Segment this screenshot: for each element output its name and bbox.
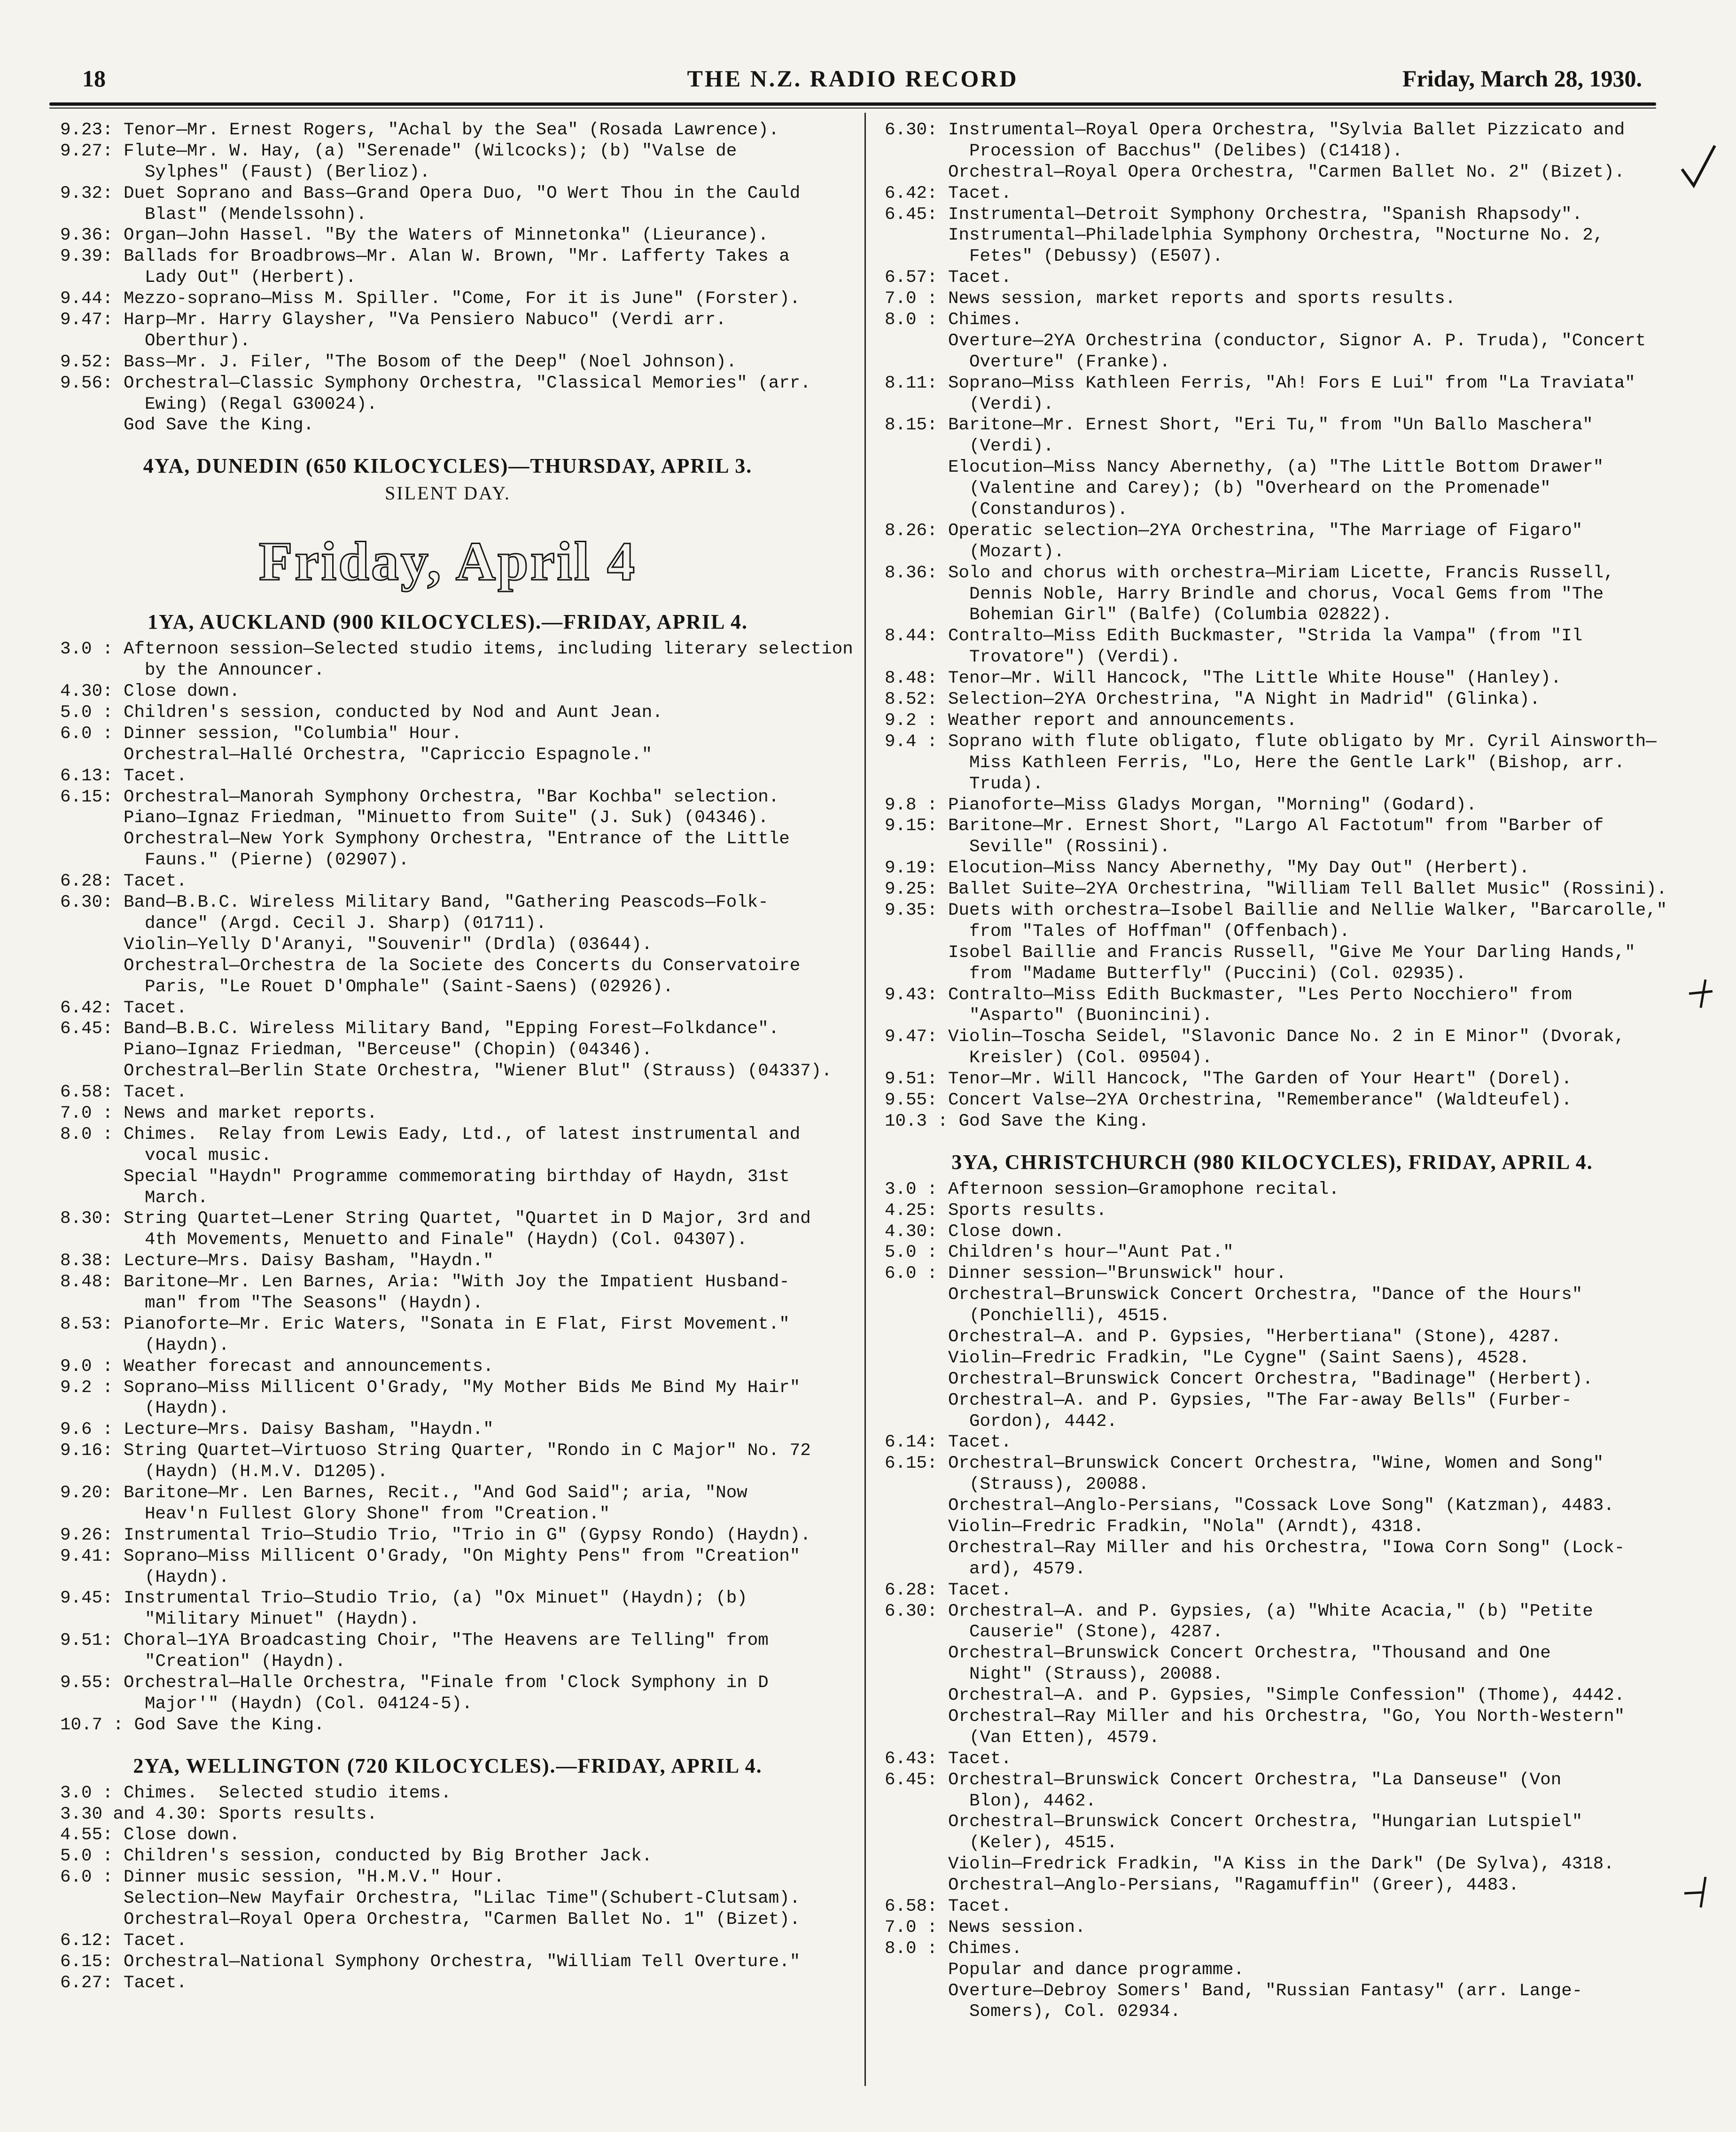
programme-line: 6.30: Orchestral—A. and P. Gypsies, (a) "White Acacia," (b) "Petite bbox=[885, 1601, 1593, 1621]
programme-line: 8.52: Selection—2YA Orchestrina, "A Night in Madrid" (Glinka). bbox=[885, 690, 1541, 710]
programme-line: 8.36: Solo and chorus with orchestra—Miriam Licette, Francis Russell, bbox=[885, 563, 1614, 583]
programme-line: Gordon), 4442. bbox=[885, 1411, 1118, 1432]
programme-line: Orchestral—A. and P. Gypsies, "Simple Confession" (Thome), 4442. bbox=[885, 1686, 1625, 1706]
programme-line: 9.23: Tenor—Mr. Ernest Rogers, "Achal by the Sea" (Rosada Lawrence). bbox=[60, 120, 779, 140]
programme-line: 9.51: Tenor—Mr. Will Hancock, "The Garden of Your Heart" (Dorel). bbox=[885, 1069, 1572, 1089]
programme-line: 6.28: Tacet. bbox=[60, 871, 187, 892]
programme-line: Major'" (Haydn) (Col. 04124-5). bbox=[60, 1694, 473, 1714]
programme-line: (Constanduros). bbox=[885, 500, 1128, 520]
programme-line: 6.42: Tacet. bbox=[60, 998, 187, 1018]
silent-day-note: SILENT DAY. bbox=[385, 482, 511, 504]
programme-line: 4th Movements, Menuetto and Finale" (Haydn) (Col. 04307). bbox=[60, 1230, 747, 1250]
page-number: 18 bbox=[82, 65, 106, 92]
spacer bbox=[885, 1132, 1660, 1146]
programme-line: 6.58: Tacet. bbox=[60, 1082, 187, 1103]
programme-line: 6.45: Orchestral—Brunswick Concert Orchestra, "La Danseuse" (Von bbox=[885, 1770, 1562, 1790]
left-column bbox=[60, 120, 853, 1994]
programme-line: 6.14: Tacet. bbox=[885, 1432, 1012, 1453]
programme-line: 9.55: Orchestral—Halle Orchestra, "Finale from 'Clock Symphony in D bbox=[60, 1673, 769, 1693]
programme-line: 9.16: String Quartet—Virtuoso String Quarter, "Rondo in C Major" No. 72 bbox=[60, 1441, 811, 1461]
programme-line: 9.27: Flute—Mr. W. Hay, (a) "Serenade" (Wilcocks); (b) "Valse de bbox=[60, 141, 737, 161]
programme-line: 6.30: Instrumental—Royal Opera Orchestra, "Sylvia Ballet Pizzicato and bbox=[885, 120, 1625, 140]
programme-line: 8.30: String Quartet—Lener String Quartet, "Quartet in D Major, 3rd and bbox=[60, 1209, 811, 1229]
station-heading: 4YA, DUNEDIN (650 KILOCYCLES)—THURSDAY, APRIL 3. bbox=[143, 454, 753, 478]
programme-line: 6.15: Orchestral—National Symphony Orchestra, "William Tell Overture." bbox=[60, 1952, 801, 1972]
programme-line: 9.55: Concert Valse—2YA Orchestrina, "Rememberance" (Waldteufel). bbox=[885, 1090, 1572, 1110]
programme-line: Orchestral—Anglo-Persians, "Cossack Love Song" (Katzman), 4483. bbox=[885, 1496, 1614, 1516]
programme-line: Seville" (Rossini). bbox=[885, 837, 1170, 857]
programme-line: 8.0 : Chimes. bbox=[885, 1938, 1022, 1959]
programme-line: 6.12: Tacet. bbox=[60, 1930, 187, 1951]
programme-line: Orchestral—Brunswick Concert Orchestra, "Thousand and One bbox=[885, 1643, 1551, 1664]
programme-line: Orchestral—Ray Miller and his Orchestra, "Go, You North-Western" bbox=[885, 1707, 1625, 1727]
programme-line: 6.30: Band—B.B.C. Wireless Military Band, "Gathering Peascods—Folk- bbox=[60, 893, 769, 913]
programme-line: 9.45: Instrumental Trio—Studio Trio, (a) "Ox Minuet" (Haydn); (b) bbox=[60, 1588, 747, 1609]
spacer bbox=[60, 1736, 835, 1750]
programme-line: "Creation" (Haydn). bbox=[60, 1652, 346, 1672]
programme-line: 9.36: Organ—John Hassel. "By the Waters of Minnetonka" (Lieurance). bbox=[60, 226, 769, 246]
programme-line: 10.3 : God Save the King. bbox=[885, 1111, 1149, 1131]
programme-line: Violin—Fredric Fradkin, "Nola" (Arndt), 4318. bbox=[885, 1517, 1424, 1537]
programme-line: Orchestral—A. and P. Gypsies, "Herbertiana" (Stone), 4287. bbox=[885, 1327, 1562, 1347]
programme-line: God Save the King. bbox=[60, 415, 314, 436]
programme-line: Blast" (Mendelssohn). bbox=[60, 204, 367, 225]
station-heading: 2YA, WELLINGTON (720 KILOCYCLES).—FRIDAY, APRIL 4. bbox=[133, 1754, 763, 1777]
programme-line: Overture—Debroy Somers' Band, "Russian Fantasy" (arr. Lange- bbox=[885, 1981, 1583, 2001]
programme-line: (Keler), 4515. bbox=[885, 1833, 1118, 1853]
programme-line: Orchestral—A. and P. Gypsies, "The Far-away Bells" (Furber- bbox=[885, 1390, 1572, 1410]
programme-line: 9.39: Ballads for Broadbrows—Mr. Alan W. Brown, "Mr. Lafferty Takes a bbox=[60, 247, 790, 267]
programme-line: 5.0 : Children's session, conducted by Nod and Aunt Jean. bbox=[60, 703, 663, 723]
programme-line: from "Madame Butterfly" (Puccini) (Col. 02935). bbox=[885, 964, 1466, 984]
programme-line: 6.57: Tacet. bbox=[885, 268, 1012, 288]
programme-line: 9.6 : Lecture—Mrs. Daisy Basham, "Haydn." bbox=[60, 1420, 494, 1440]
programme-line: Ewing) (Regal G30024). bbox=[60, 394, 378, 414]
programme-line: Isobel Baillie and Francis Russell, "Give Me Your Darling Hands," bbox=[885, 942, 1635, 963]
programme-line: Dennis Noble, Harry Brindle and chorus, Vocal Gems from "The bbox=[885, 584, 1604, 604]
programme-line: 3.0 : Chimes. Selected studio items. bbox=[60, 1783, 452, 1803]
programme-line: 9.2 : Soprano—Miss Millicent O'Grady, "My Mother Bids Me Bind My Hair" bbox=[60, 1377, 801, 1398]
programme-line: Piano—Ignaz Friedman, "Minuetto from Suite" (J. Suk) (04346). bbox=[60, 808, 769, 828]
programme-line: 8.48: Baritone—Mr. Len Barnes, Aria: "With Joy the Impatient Husband- bbox=[60, 1272, 790, 1292]
programme-line: 6.0 : Dinner session—"Brunswick" hour. bbox=[885, 1264, 1287, 1284]
programme-line: 9.15: Baritone—Mr. Ernest Short, "Largo Al Factotum" from "Barber of bbox=[885, 816, 1604, 836]
programme-line: 3.0 : Afternoon session—Gramophone recital. bbox=[885, 1179, 1339, 1199]
programme-line: Heav'n Fullest Glory Shone" from "Creation." bbox=[60, 1504, 610, 1524]
programme-line: 8.15: Baritone—Mr. Ernest Short, "Eri Tu," from "Un Ballo Maschera" bbox=[885, 415, 1593, 436]
programme-line: Bohemian Girl" (Balfe) (Columbia 02822). bbox=[885, 605, 1393, 625]
programme-line: (Haydn). bbox=[60, 1399, 230, 1419]
programme-line: Piano—Ignaz Friedman, "Berceuse" (Chopin) (04346). bbox=[60, 1040, 653, 1060]
programme-line: 9.47: Violin—Toscha Seidel, "Slavonic Dance No. 2 in E Minor" (Dvorak, bbox=[885, 1027, 1625, 1047]
programme-line: Somers), Col. 02934. bbox=[885, 2002, 1181, 2022]
programme-line: 8.38: Lecture—Mrs. Daisy Basham, "Haydn." bbox=[60, 1251, 494, 1271]
programme-line: 8.53: Pianoforte—Mr. Eric Waters, "Sonata in E Flat, First Movement." bbox=[60, 1314, 790, 1334]
programme-line: Orchestral—Brunswick Concert Orchestra, "Hungarian Lutspiel" bbox=[885, 1812, 1583, 1832]
programme-line: 6.15: Orchestral—Manorah Symphony Orchestra, "Bar Kochba" selection. bbox=[60, 787, 779, 807]
programme-line: (Haydn). bbox=[60, 1335, 230, 1355]
programme-line: ard), 4579. bbox=[885, 1559, 1086, 1579]
programme-line: from "Tales of Hoffman" (Offenbach). bbox=[885, 921, 1350, 942]
programme-line: 4.55: Close down. bbox=[60, 1825, 240, 1845]
programme-line: (Strauss), 20088. bbox=[885, 1475, 1149, 1495]
programme-line: Miss Kathleen Ferris, "Lo, Here the Gentle Lark" (Bishop, arr. bbox=[885, 753, 1625, 773]
programme-line: (Haydn) (H.M.V. D1205). bbox=[60, 1462, 388, 1482]
programme-line: 9.8 : Pianoforte—Miss Gladys Morgan, "Morning" (Godard). bbox=[885, 795, 1477, 815]
programme-line: 9.35: Duets with orchestra—Isobel Baillie and Nellie Walker, "Barcarolle," bbox=[885, 900, 1667, 920]
programme-line: 6.43: Tacet. bbox=[885, 1749, 1012, 1769]
programme-line: 9.0 : Weather forecast and announcements. bbox=[60, 1356, 494, 1377]
programme-line: 8.11: Soprano—Miss Kathleen Ferris, "Ah! Fors E Lui" from "La Traviata" bbox=[885, 373, 1635, 393]
programme-line: (Mozart). bbox=[885, 542, 1065, 562]
programme-line: Overture—2YA Orchestrina (conductor, Signor A. P. Truda), "Concert bbox=[885, 331, 1646, 351]
programme-line: Overture" (Franke). bbox=[885, 352, 1170, 372]
programme-line: 9.2 : Weather report and announcements. bbox=[885, 710, 1297, 731]
programme-line: "Asparto" (Buonincini). bbox=[885, 1006, 1213, 1026]
programme-line: 9.56: Orchestral—Classic Symphony Orchestra, "Classical Memories" (arr. bbox=[60, 373, 811, 393]
programme-line: Special "Haydn" Programme commemorating birthday of Haydn, 31st bbox=[60, 1167, 790, 1187]
programme-line: Violin—Fredrick Fradkin, "A Kiss in the Dark" (De Sylva), 4318. bbox=[885, 1854, 1614, 1875]
programme-line: (Van Etten), 4579. bbox=[885, 1727, 1160, 1748]
programme-line: (Haydn). bbox=[60, 1567, 230, 1587]
programme-line: 4.30: Close down. bbox=[885, 1222, 1065, 1242]
programme-line: Orchestral—Hallé Orchestra, "Capriccio Espagnole." bbox=[60, 745, 653, 765]
programme-line: 9.4 : Soprano with flute obligato, flute obligato by Mr. Cyril Ainsworth— bbox=[885, 731, 1657, 752]
programme-line: 9.25: Ballet Suite—2YA Orchestrina, "William Tell Ballet Music" (Rossini). bbox=[885, 879, 1667, 900]
programme-line: 9.47: Harp—Mr. Harry Glaysher, "Va Pensiero Nabuco" (Verdi arr. bbox=[60, 310, 726, 330]
programme-line: Orchestral—Royal Opera Orchestra, "Carmen Ballet No. 1" (Bizet). bbox=[60, 1910, 801, 1930]
pencil-tick-mark bbox=[1677, 141, 1720, 197]
programme-line: Orchestral—Berlin State Orchestra, "Wiener Blut" (Strauss) (04337). bbox=[60, 1061, 832, 1082]
programme-line: 4.30: Close down. bbox=[60, 682, 240, 702]
programme-line: 6.0 : Dinner session, "Columbia" Hour. bbox=[60, 724, 462, 744]
programme-line: 9.44: Mezzo-soprano—Miss M. Spiller. "Come, For it is June" (Forster). bbox=[60, 289, 801, 309]
programme-line: Violin—Yelly D'Aranyi, "Souvenir" (Drdla) (03644). bbox=[60, 934, 653, 955]
programme-line: Fauns." (Pierne) (02907). bbox=[60, 850, 409, 871]
programme-line: 9.41: Soprano—Miss Millicent O'Grady, "On Mighty Pens" from "Creation" bbox=[60, 1546, 801, 1566]
programme-line: 5.0 : Children's hour—"Aunt Pat." bbox=[885, 1243, 1234, 1263]
right-column bbox=[885, 120, 1667, 2023]
programme-line: Orchestral—Orchestra de la Societe des Concerts du Conservatoire bbox=[60, 956, 801, 976]
station-heading: 3YA, CHRISTCHURCH (980 KILOCYCLES), FRIDAY, APRIL 4. bbox=[951, 1150, 1593, 1174]
programme-line: 4.25: Sports results. bbox=[885, 1200, 1107, 1221]
programme-line: dance" (Argd. Cecil J. Sharp) (01711). bbox=[60, 913, 547, 934]
programme-line: 6.15: Orchestral—Brunswick Concert Orchestra, "Wine, Women and Song" bbox=[885, 1454, 1604, 1474]
programme-line: 6.58: Tacet. bbox=[885, 1897, 1012, 1917]
programme-line: Fetes" (Debussy) (E507). bbox=[885, 247, 1223, 267]
programme-line: 6.45: Instrumental—Detroit Symphony Orchestra, "Spanish Rhapsody". bbox=[885, 204, 1583, 225]
programme-line: 9.43: Contralto—Miss Edith Buckmaster, "Les Perto Nocchiero" from bbox=[885, 985, 1572, 1005]
programme-line: Orchestral—Royal Opera Orchestra, "Carmen Ballet No. 2" (Bizet). bbox=[885, 162, 1625, 182]
programme-line: 6.45: Band—B.B.C. Wireless Military Band, "Epping Forest—Folkdance". bbox=[60, 1019, 779, 1039]
programme-line: Orchestral—Brunswick Concert Orchestra, "Dance of the Hours" bbox=[885, 1285, 1583, 1305]
programme-line: 6.28: Tacet. bbox=[885, 1580, 1012, 1600]
programme-line: Blon), 4462. bbox=[885, 1791, 1097, 1811]
programme-line: (Verdi). bbox=[885, 436, 1054, 457]
programme-line: 5.0 : Children's session, conducted by Big Brother Jack. bbox=[60, 1846, 653, 1867]
programme-line: (Verdi). bbox=[885, 394, 1054, 414]
programme-line: Procession of Bacchus" (Delibes) (C1418). bbox=[885, 141, 1403, 161]
publication-title: THE N.Z. RADIO RECORD bbox=[687, 65, 1019, 92]
programme-line: by the Announcer. bbox=[60, 661, 325, 681]
programme-line: 7.0 : News and market reports. bbox=[60, 1103, 378, 1123]
day-heading: Friday, April 4 bbox=[258, 530, 637, 592]
programme-line: 3.0 : Afternoon session—Selected studio items, including literary selection bbox=[60, 639, 853, 660]
programme-line: (Valentine and Carey); (b) "Overheard on the Promenade" bbox=[885, 479, 1551, 499]
programme-line: 8.48: Tenor—Mr. Will Hancock, "The Little White House" (Hanley). bbox=[885, 669, 1562, 689]
programme-line: 9.26: Instrumental Trio—Studio Trio, "Trio in G" (Gypsy Rondo) (Haydn). bbox=[60, 1525, 811, 1545]
header-rule bbox=[49, 102, 1656, 106]
programme-line: 6.0 : Dinner music session, "H.M.V." Hour. bbox=[60, 1867, 505, 1888]
programme-line: 8.26: Operatic selection—2YA Orchestrina, "The Marriage of Figaro" bbox=[885, 521, 1583, 541]
programme-line: Sylphes" (Faust) (Berlioz). bbox=[60, 162, 430, 182]
programme-line: Oberthur). bbox=[60, 331, 251, 351]
pencil-mark bbox=[1687, 977, 1715, 1010]
column-divider bbox=[864, 113, 866, 2086]
programme-line: 6.42: Tacet. bbox=[885, 183, 1012, 203]
programme-line: 8.44: Contralto—Miss Edith Buckmaster, "Strida la Vampa" (from "Il bbox=[885, 626, 1583, 646]
programme-line: vocal music. bbox=[60, 1145, 272, 1166]
programme-line: 7.0 : News session, market reports and sports results. bbox=[885, 289, 1456, 309]
programme-line: man" from "The Seasons" (Haydn). bbox=[60, 1293, 483, 1313]
programme-line: 8.0 : Chimes. Relay from Lewis Eady, Ltd., of latest instrumental and bbox=[60, 1124, 801, 1144]
programme-line: Popular and dance programme. bbox=[885, 1960, 1245, 1980]
issue-date: Friday, March 28, 1930. bbox=[1402, 65, 1642, 92]
pencil-mark-2 bbox=[1682, 1875, 1710, 1912]
programme-line: Paris, "Le Rouet D'Omphale" (Saint-Saens) (02926). bbox=[60, 977, 674, 997]
header-rule-thin bbox=[49, 108, 1656, 109]
programme-line: 8.0 : Chimes. bbox=[885, 310, 1022, 330]
programme-line: 6.27: Tacet. bbox=[60, 1973, 187, 1993]
programme-line: Orchestral—Ray Miller and his Orchestra, "Iowa Corn Song" (Lock- bbox=[885, 1538, 1625, 1558]
programme-line: 9.51: Choral—1YA Broadcasting Choir, "The Heavens are Telling" from bbox=[60, 1631, 769, 1651]
programme-line: Kreisler) (Col. 09504). bbox=[885, 1048, 1213, 1068]
programme-line: Orchestral—Brunswick Concert Orchestra, "Badinage" (Herbert). bbox=[885, 1369, 1593, 1389]
programme-line: 10.7 : God Save the King. bbox=[60, 1715, 325, 1735]
programme-line: "Military Minuet" (Haydn). bbox=[60, 1610, 420, 1630]
programme-line: 9.32: Duet Soprano and Bass—Grand Opera Duo, "O Wert Thou in the Cauld bbox=[60, 183, 801, 203]
programme-line: 9.20: Baritone—Mr. Len Barnes, Recit., "And God Said"; aria, "Now bbox=[60, 1483, 747, 1503]
station-heading: 1YA, AUCKLAND (900 KILOCYCLES).—FRIDAY, APRIL 4. bbox=[147, 610, 748, 634]
page-header bbox=[49, 65, 1656, 98]
programme-line: Night" (Strauss), 20088. bbox=[885, 1665, 1223, 1685]
programme-line: Lady Out" (Herbert). bbox=[60, 268, 357, 288]
programme-line: (Ponchielli), 4515. bbox=[885, 1306, 1170, 1326]
programme-line: Trovatore") (Verdi). bbox=[885, 647, 1181, 668]
programme-line: 9.19: Elocution—Miss Nancy Abernethy, "My Day Out" (Herbert). bbox=[885, 858, 1530, 879]
programme-line: Causerie" (Stone), 4287. bbox=[885, 1622, 1223, 1642]
programme-line: 9.52: Bass—Mr. J. Filer, "The Bosom of the Deep" (Noel Johnson). bbox=[60, 352, 737, 372]
programme-line: Elocution—Miss Nancy Abernethy, (a) "The Little Bottom Drawer" bbox=[885, 458, 1604, 478]
programme-line: 7.0 : News session. bbox=[885, 1917, 1086, 1937]
programme-line: 6.13: Tacet. bbox=[60, 766, 187, 786]
programme-line: 3.30 and 4.30: Sports results. bbox=[60, 1804, 378, 1824]
programme-line: Truda). bbox=[885, 774, 1043, 794]
programme-line: Selection—New Mayfair Orchestra, "Lilac Time"(Schubert-Clutsam). bbox=[60, 1889, 801, 1909]
programme-line: Violin—Fredric Fradkin, "Le Cygne" (Saint Saens), 4528. bbox=[885, 1348, 1530, 1368]
programme-line: March. bbox=[60, 1188, 209, 1208]
programme-line: Instrumental—Philadelphia Symphony Orchestra, "Nocturne No. 2, bbox=[885, 226, 1604, 246]
programme-line: Orchestral—Anglo-Persians, "Ragamuffin" (Greer), 4483. bbox=[885, 1875, 1519, 1896]
spacer bbox=[60, 436, 835, 450]
programme-line: Orchestral—New York Symphony Orchestra, "Entrance of the Little bbox=[60, 829, 790, 849]
